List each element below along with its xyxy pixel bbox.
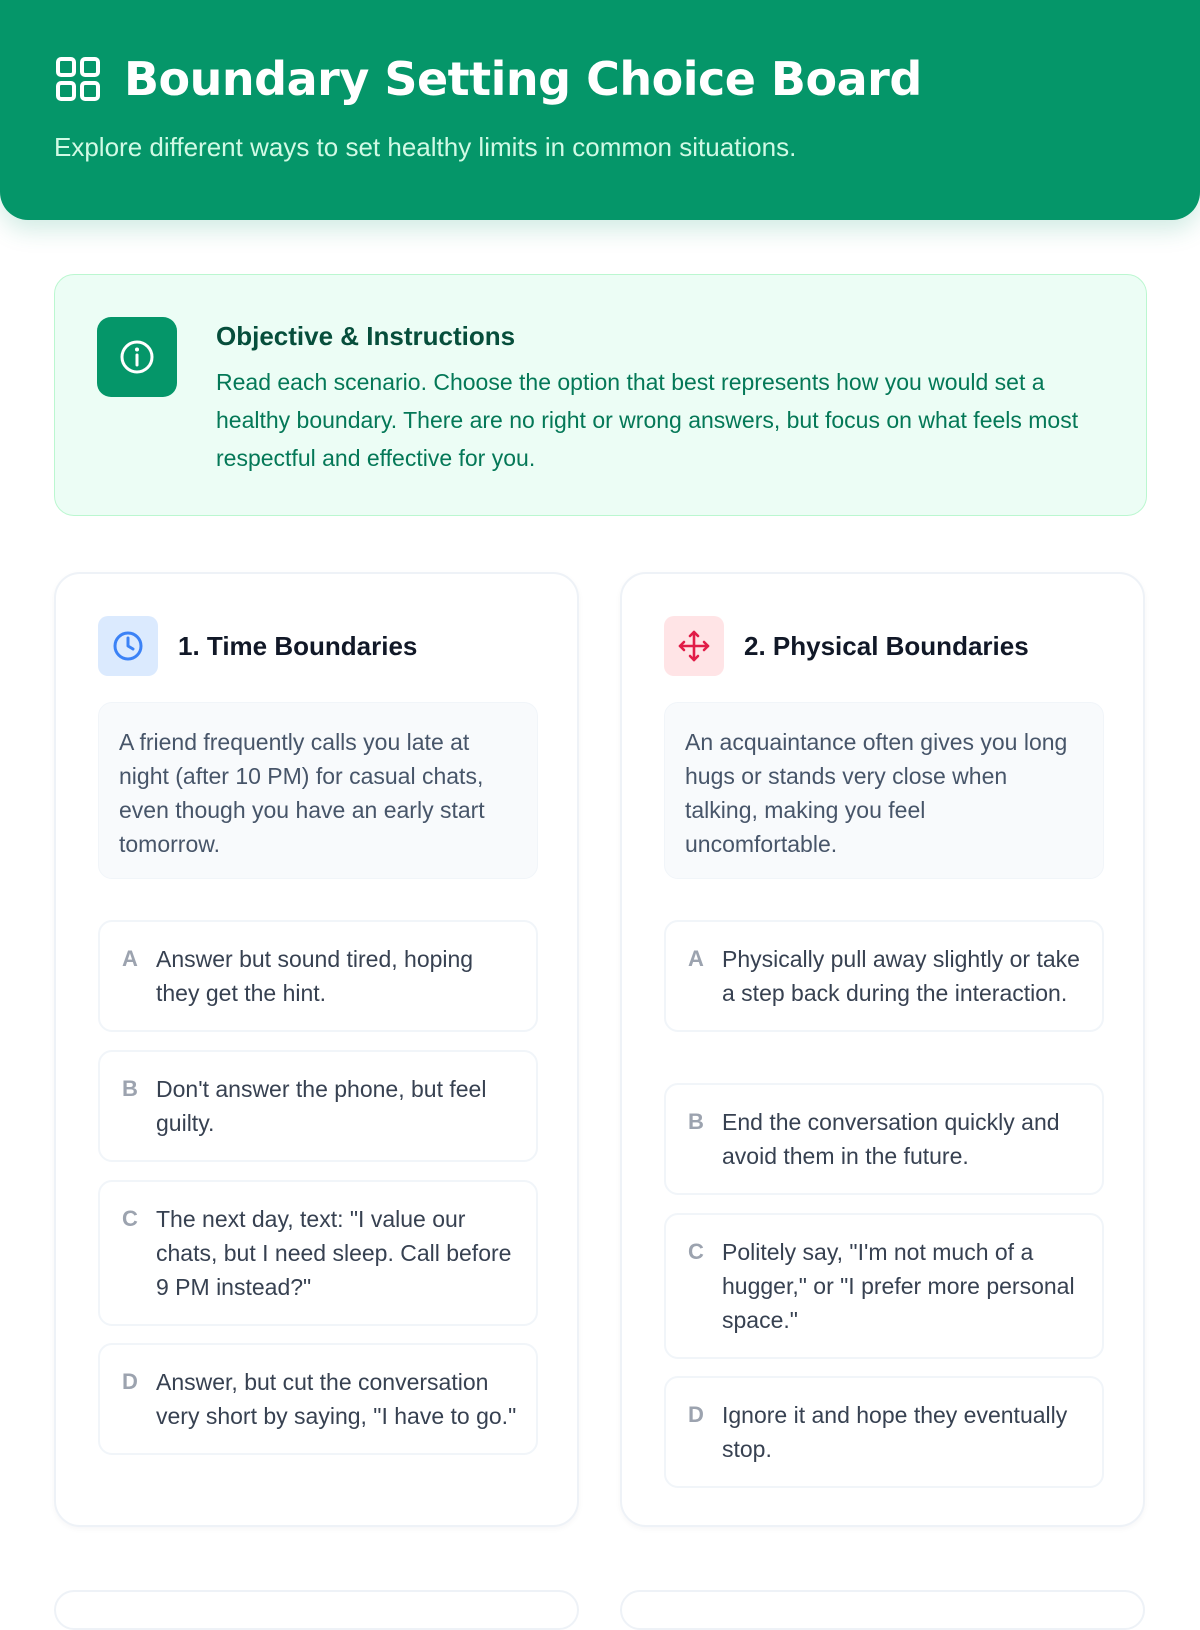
- card-physical-boundaries: [620, 572, 1145, 1527]
- option-text: The next day, text: "I value our chats, but I need sleep. Call before 9 PM instead?": [156, 1206, 512, 1300]
- option-text: Don't answer the phone, but feel guilty.: [156, 1076, 487, 1136]
- scenario-box: A friend frequently calls you late at night (after 10 PM) for casual chats, even though you have an early start tomorrow.: [98, 702, 538, 879]
- option-text: Ignore it and hope they eventually stop.: [722, 1402, 1068, 1462]
- info-icon: [97, 317, 177, 397]
- card-next-left: [54, 1590, 579, 1630]
- option-a[interactable]: [664, 920, 1104, 1032]
- card-title: 2. Physical Boundaries: [744, 630, 1029, 661]
- option-letter: B: [688, 1109, 704, 1134]
- option-c[interactable]: [98, 1180, 538, 1326]
- option-text: Politely say, "I'm not much of a hugger," or "I prefer more personal space.": [722, 1239, 1075, 1333]
- option-letter: D: [688, 1402, 704, 1427]
- option-letter: A: [688, 946, 704, 971]
- option-letter: A: [122, 946, 138, 971]
- page-subtitle: Explore different ways to set healthy limits in common situations.: [54, 132, 797, 162]
- card-time-boundaries: [54, 572, 579, 1527]
- card-header: [664, 616, 1029, 676]
- objective-text: Read each scenario. Choose the option that best represents how you would set a healthy boundary. There are no right or wrong answers, but focus on what feels most respectful and effective for you.: [216, 369, 1079, 471]
- option-text: Answer but sound tired, hoping they get the hint.: [156, 946, 474, 1006]
- page-title: Boundary Setting Choice Board: [124, 52, 922, 106]
- option-letter: D: [122, 1369, 138, 1394]
- card-next-right: [620, 1590, 1145, 1630]
- card-header: [98, 616, 417, 676]
- option-d[interactable]: [664, 1376, 1104, 1488]
- move-arrows-icon: [664, 616, 724, 676]
- option-letter: C: [688, 1239, 704, 1264]
- card-title: 1. Time Boundaries: [178, 630, 418, 661]
- option-d[interactable]: [98, 1343, 538, 1455]
- option-text: End the conversation quickly and avoid them in the future.: [722, 1109, 1060, 1169]
- option-text: Physically pull away slightly or take a step back during the interaction.: [722, 946, 1080, 1006]
- page-header: [0, 0, 1200, 220]
- scenario-box: An acquaintance often gives you long hugs or stands very close when talking, making you feel uncomfortable.: [664, 702, 1104, 879]
- objective-title: Objective & Instructions: [216, 321, 516, 351]
- header-title-row: [54, 52, 922, 106]
- option-letter: B: [122, 1076, 138, 1101]
- grid-icon: [54, 55, 102, 103]
- option-letter: C: [122, 1206, 138, 1231]
- objective-panel: [54, 274, 1147, 516]
- option-b[interactable]: [98, 1050, 538, 1162]
- option-text: Answer, but cut the conversation very short by saying, "I have to go.": [156, 1369, 517, 1429]
- option-b[interactable]: [664, 1083, 1104, 1195]
- option-a[interactable]: [98, 920, 538, 1032]
- clock-icon: [98, 616, 158, 676]
- option-c[interactable]: [664, 1213, 1104, 1359]
